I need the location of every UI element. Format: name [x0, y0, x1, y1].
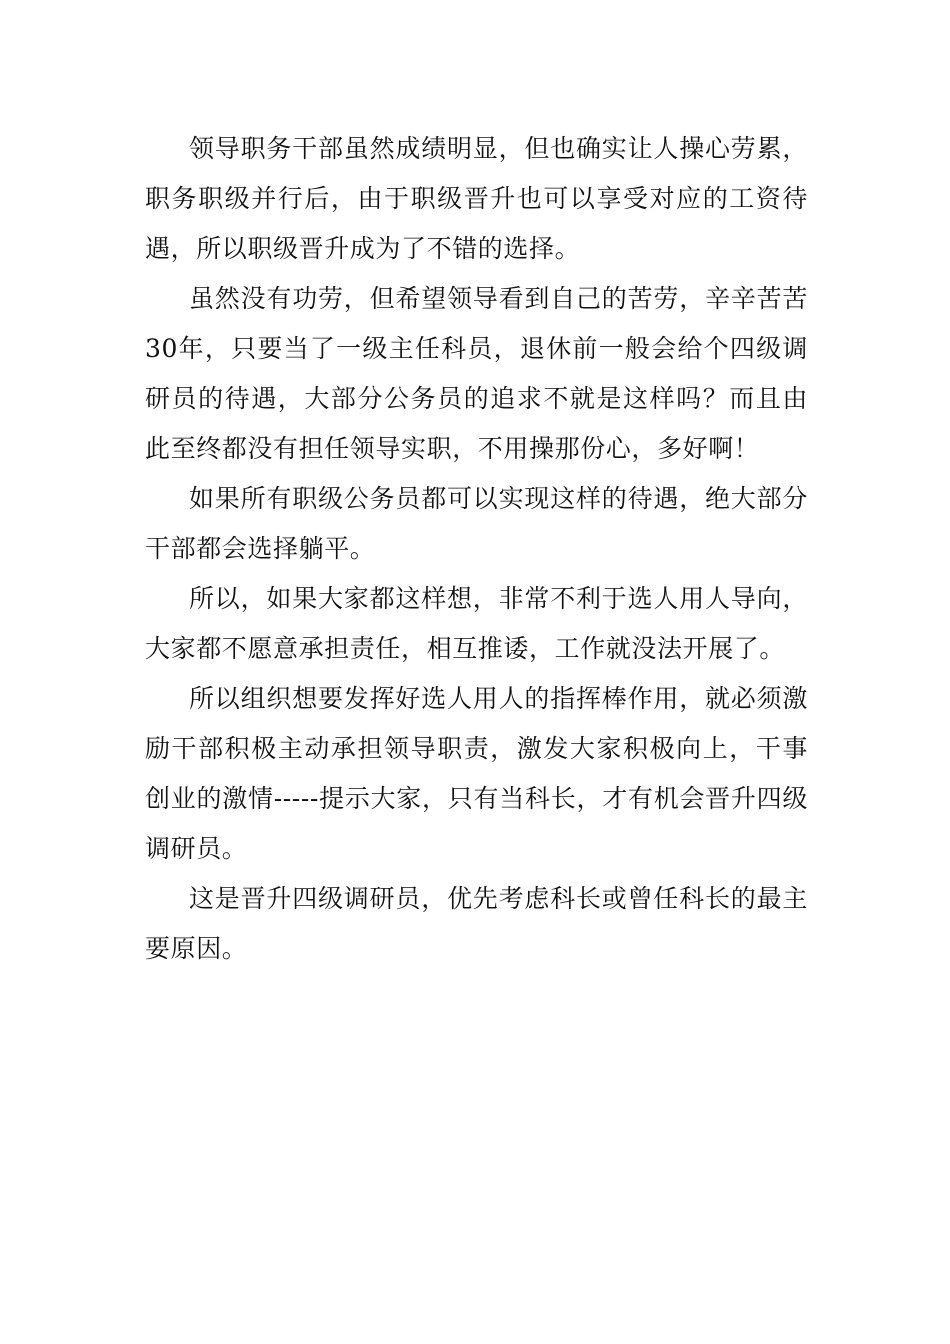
paragraph-6: 这是晋升四级调研员，优先考虑科长或曾任科长的最主要原因。: [145, 884, 808, 963]
paragraph-3: 如果所有职级公务员都可以实现这样的待遇，绝大部分干部都会选择躺平。: [145, 484, 808, 563]
paragraph-4: 所以，如果大家都这样想，非常不利于选人用人导向，大家都不愿意承担责任，相互推诿，工作就没法开展了。: [145, 584, 808, 663]
paragraph-1: 领导职务干部虽然成绩明显，但也确实让人操心劳累，职务职级并行后，由于职级晋升也可以享受对应的工资待遇，所以职级晋升成为了不错的选择。: [145, 134, 808, 263]
paragraph-5: 所以组织想要发挥好选人用人的指挥棒作用，就必须激励干部积极主动承担领导职责，激发大家积极向上，干事创业的激情-----提示大家，只有当科长，才有机会晋升四级调研员。: [145, 684, 808, 863]
paragraph-2: 虽然没有功劳，但希望领导看到自己的苦劳，辛辛苦苦30年，只要当了一级主任科员，退休前一般会给个四级调研员的待遇，大部分公务员的追求不就是这样吗？而且由此至终都没有担任领导实职，不用操那份心，多好啊！: [145, 284, 808, 463]
document-body: [145, 124, 808, 974]
